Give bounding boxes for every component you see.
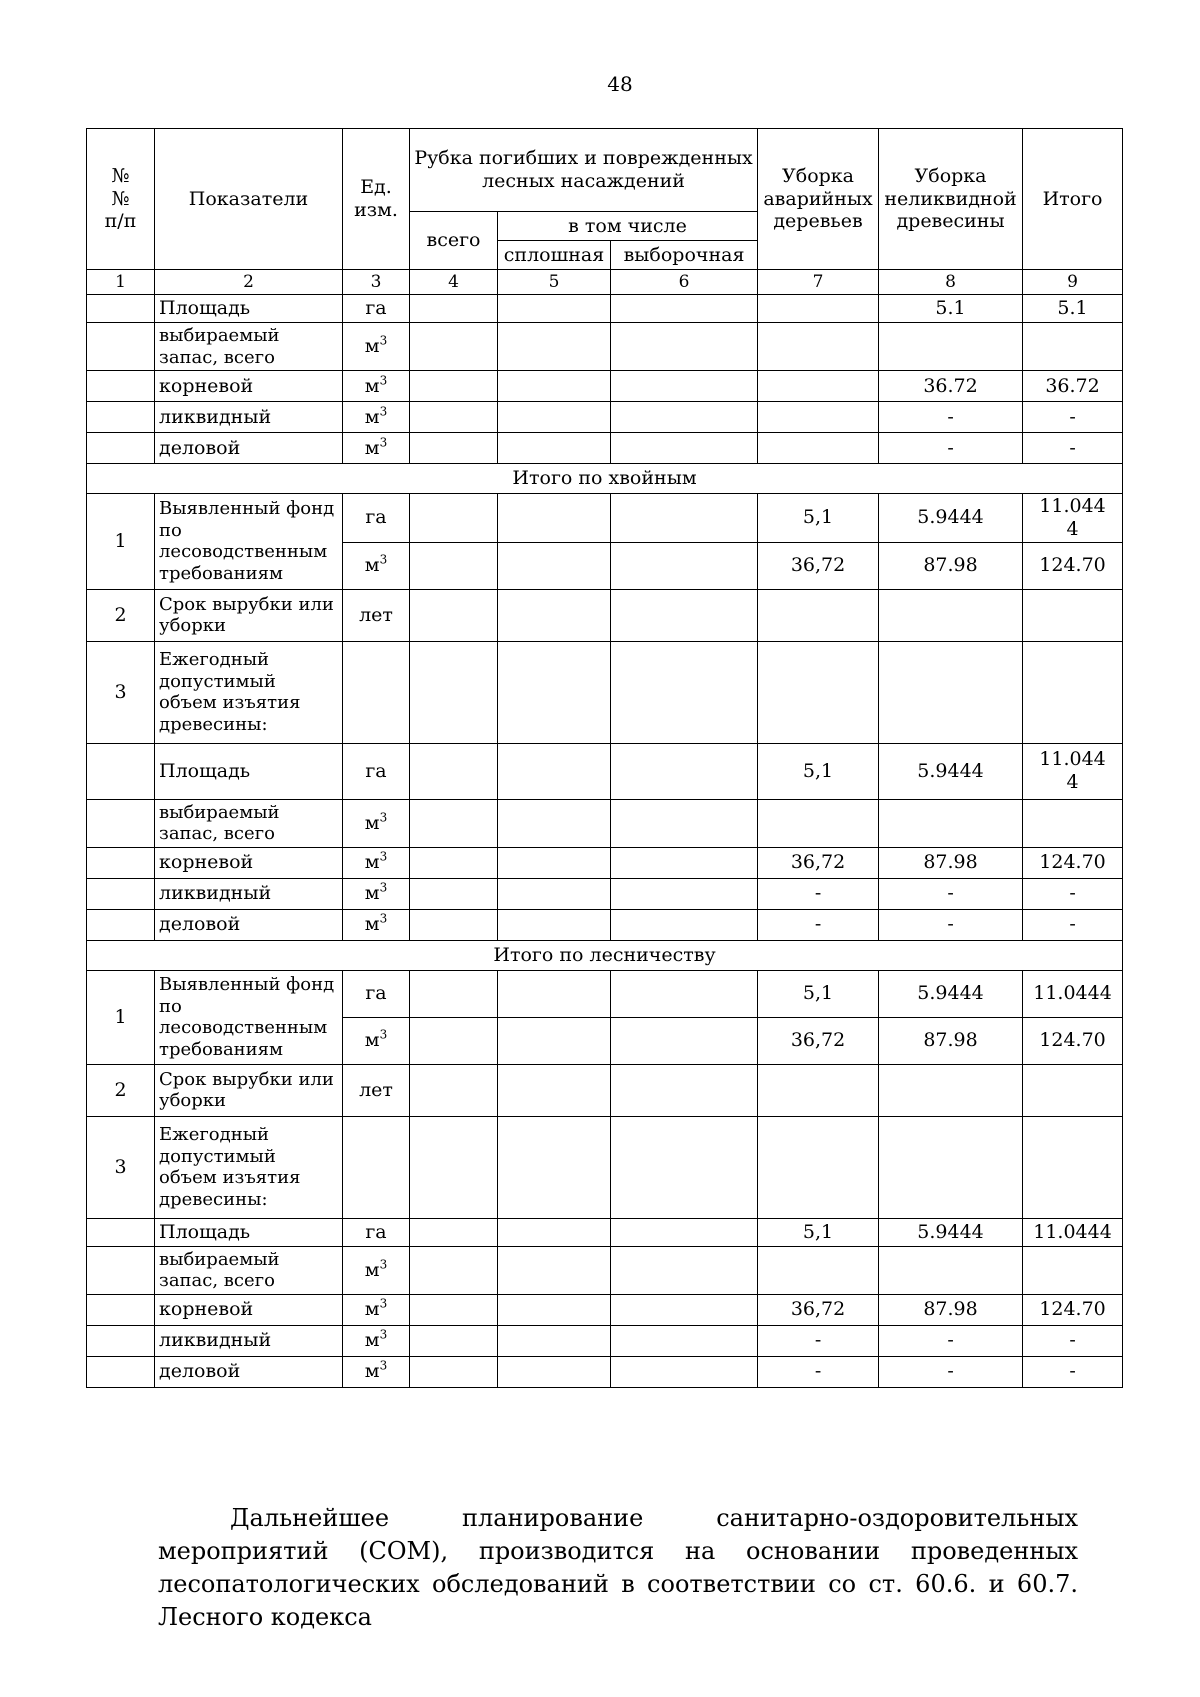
value-cell: - [758, 1325, 879, 1356]
value-cell: 124.70 [1023, 542, 1123, 589]
value-cell: 11.0444 [1023, 1218, 1123, 1246]
value-cell: - [1023, 1356, 1123, 1387]
value-cell: 5.9444 [879, 970, 1023, 1017]
row-number: 2 [87, 589, 155, 641]
unit-cell: $м^3$ [343, 1294, 410, 1325]
value-cell: - [879, 878, 1023, 909]
value-cell: - [879, 909, 1023, 940]
row-label: Выявленный фонд по лесоводственным требованиям [155, 494, 343, 590]
row-label: Выявленный фонд по лесоводственным требованиям [155, 970, 343, 1064]
value-cell: - [1023, 909, 1123, 940]
column-number: 8 [879, 270, 1023, 295]
row-number: 3 [87, 1116, 155, 1218]
header-number: № № п/п [87, 129, 155, 270]
table-row [87, 323, 1123, 371]
row-label: Площадь [155, 295, 343, 323]
row-label: ликвидный [155, 878, 343, 909]
row-label: корневой [155, 371, 343, 402]
page-number: 48 [607, 72, 633, 96]
column-number: 6 [611, 270, 758, 295]
unit-cell: га [343, 970, 410, 1017]
value-cell: 5.9444 [879, 1218, 1023, 1246]
unit-cell: $м^3$ [343, 402, 410, 433]
row-label: Площадь [155, 1218, 343, 1246]
row-label: Площадь [155, 743, 343, 799]
unit-cell: га [343, 1218, 410, 1246]
table-row [87, 1218, 1123, 1246]
value-cell: 124.70 [1023, 847, 1123, 878]
value-cell: 5,1 [758, 970, 879, 1017]
unit-cell: $м^3$ [343, 909, 410, 940]
header-indicators: Показатели [155, 129, 343, 270]
value-cell: 87.98 [879, 847, 1023, 878]
table-row [87, 1325, 1123, 1356]
header-unit: Ед. изм. [343, 129, 410, 270]
header-solid: сплошная [498, 241, 611, 270]
table-row [87, 1116, 1123, 1218]
column-number: 1 [87, 270, 155, 295]
row-label: деловой [155, 1356, 343, 1387]
column-number: 3 [343, 270, 410, 295]
value-cell: 11.044 4 [1023, 743, 1123, 799]
header-including: в том числе [498, 212, 758, 241]
header-total: Итого [1023, 129, 1123, 270]
table-row [87, 1294, 1123, 1325]
table-row [87, 799, 1123, 847]
row-label: Срок вырубки или уборки [155, 1064, 343, 1116]
value-cell: - [879, 1325, 1023, 1356]
unit-cell: $м^3$ [343, 1325, 410, 1356]
section-title: Итого по хвойным [87, 464, 1123, 494]
header-emergency-trees: Уборка аварийных деревьев [758, 129, 879, 270]
value-cell: 36,72 [758, 542, 879, 589]
value-cell: 11.0444 [1023, 970, 1123, 1017]
column-number: 7 [758, 270, 879, 295]
value-cell: 36.72 [1023, 371, 1123, 402]
value-cell: - [1023, 402, 1123, 433]
row-label: выбираемый запас, всего [155, 1246, 343, 1294]
value-cell: - [1023, 433, 1123, 464]
row-label: выбираемый запас, всего [155, 323, 343, 371]
value-cell: 87.98 [879, 542, 1023, 589]
table-row [87, 878, 1123, 909]
value-cell: - [879, 402, 1023, 433]
row-number: 3 [87, 641, 155, 743]
row-number: 2 [87, 1064, 155, 1116]
row-label: корневой [155, 1294, 343, 1325]
header-felling: Рубка погибших и поврежденных лесных насаждений [410, 129, 758, 212]
forest-measures-table [86, 128, 1123, 1388]
unit-cell: лет [343, 1064, 410, 1116]
header-selective: выборочная [611, 241, 758, 270]
table-row [87, 909, 1123, 940]
value-cell: 5,1 [758, 1218, 879, 1246]
value-cell: 124.70 [1023, 1294, 1123, 1325]
row-label: деловой [155, 909, 343, 940]
value-cell: - [758, 878, 879, 909]
value-cell: 5.9444 [879, 494, 1023, 543]
value-cell: 36,72 [758, 1294, 879, 1325]
unit-cell: га [343, 295, 410, 323]
section-title-row [87, 940, 1123, 970]
row-label: ликвидный [155, 1325, 343, 1356]
value-cell: - [758, 909, 879, 940]
value-cell: 5,1 [758, 743, 879, 799]
value-cell: 36,72 [758, 1017, 879, 1064]
value-cell: - [758, 1356, 879, 1387]
header-illiquid-wood: Уборка неликвидной древесины [879, 129, 1023, 270]
header-row-1 [87, 129, 1123, 212]
table-row [87, 847, 1123, 878]
row-number: 1 [87, 494, 155, 590]
column-number: 2 [155, 270, 343, 295]
value-cell: 87.98 [879, 1017, 1023, 1064]
value-cell: - [879, 433, 1023, 464]
unit-cell: $м^3$ [343, 542, 410, 589]
unit-cell: га [343, 743, 410, 799]
unit-cell: $м^3$ [343, 799, 410, 847]
unit-cell: $м^3$ [343, 878, 410, 909]
table-row [87, 1356, 1123, 1387]
column-number-row [87, 270, 1123, 295]
unit-cell: га [343, 494, 410, 543]
table-row [87, 641, 1123, 743]
table-row [87, 1064, 1123, 1116]
value-cell: 5.1 [1023, 295, 1123, 323]
unit-cell: $м^3$ [343, 371, 410, 402]
value-cell: 11.044 4 [1023, 494, 1123, 543]
value-cell: 124.70 [1023, 1017, 1123, 1064]
value-cell: 36,72 [758, 847, 879, 878]
value-cell: - [1023, 1325, 1123, 1356]
column-number: 5 [498, 270, 611, 295]
column-number: 9 [1023, 270, 1123, 295]
row-label: корневой [155, 847, 343, 878]
row-number: 1 [87, 970, 155, 1064]
table-row [87, 402, 1123, 433]
unit-cell: $м^3$ [343, 847, 410, 878]
row-label: Ежегодный допустимый объем изъятия древесины: [155, 641, 343, 743]
header-felling-total: всего [410, 212, 498, 270]
table-row [87, 589, 1123, 641]
unit-cell: $м^3$ [343, 1246, 410, 1294]
table-row [87, 743, 1123, 799]
unit-cell: лет [343, 589, 410, 641]
row-label: ликвидный [155, 402, 343, 433]
value-cell: - [879, 1356, 1023, 1387]
table-row [87, 433, 1123, 464]
row-label: Срок вырубки или уборки [155, 589, 343, 641]
table-row [87, 1246, 1123, 1294]
unit-cell: $м^3$ [343, 433, 410, 464]
column-number: 4 [410, 270, 498, 295]
table-row [87, 371, 1123, 402]
section-title-row [87, 464, 1123, 494]
value-cell: 87.98 [879, 1294, 1023, 1325]
unit-cell: $м^3$ [343, 323, 410, 371]
section-title: Итого по лесничеству [87, 940, 1123, 970]
value-cell: 5.9444 [879, 743, 1023, 799]
value-cell: - [1023, 878, 1123, 909]
value-cell: 5.1 [879, 295, 1023, 323]
unit-cell: $м^3$ [343, 1356, 410, 1387]
table-row [87, 295, 1123, 323]
unit-cell: $м^3$ [343, 1017, 410, 1064]
value-cell: 36.72 [879, 371, 1023, 402]
row-label: выбираемый запас, всего [155, 799, 343, 847]
table-row [87, 970, 1123, 1017]
table-row [87, 494, 1123, 543]
row-label: деловой [155, 433, 343, 464]
body-paragraph: Дальнейшее планирование санитарно-оздоровительных мероприятий (СОМ), производится на основании проведенных лесопатологических обследований в соответствии со ст. 60.6. и 60.7. Лесного кодекса [158, 1504, 1078, 1631]
row-label: Ежегодный допустимый объем изъятия древесины: [155, 1116, 343, 1218]
value-cell: 5,1 [758, 494, 879, 543]
